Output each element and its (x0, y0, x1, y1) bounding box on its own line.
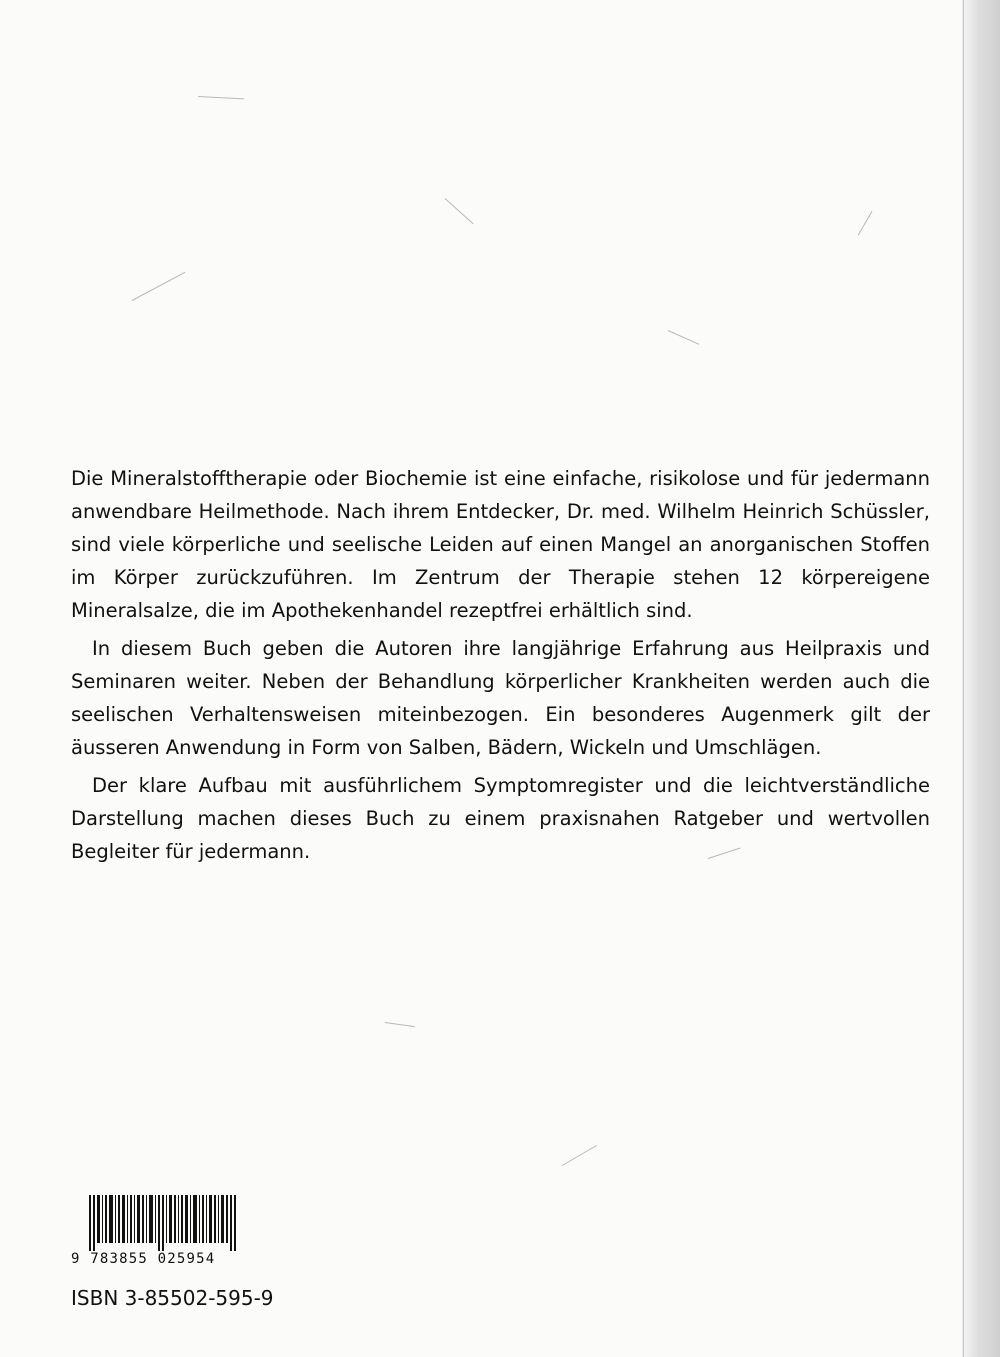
paper-fiber (198, 96, 244, 99)
paper-fiber (858, 211, 873, 236)
blurb-text (71, 462, 930, 868)
blurb-paragraph-1: Die Mineralstofftherapie oder Biochemie ist eine einfache, risikolose und für jedermann anwendbare Heilmethode. Nach ihrem Entdecker, Dr. med. Wilhelm Heinrich Schüssler, sind viele körperliche und seelische Leiden auf einen Mangel an anorganischen Stoffen im Körper zurückzuführen. Im Zentrum der Therapie stehen 12 körpereigene Mineralsalze, die im Apothekenhandel rezeptfrei erhältlich sind. (71, 467, 930, 622)
blurb-paragraph-2: In diesem Buch geben die Autoren ihre langjährige Erfahrung aus Heilpraxis und Seminaren weiter. Neben der Behandlung körperlicher Krankheiten werden auch die seelischen Verhaltensweisen miteinbezogen. Ein besonderes Augenmerk gilt der äusseren Anwendung in Form von Salben, Bädern, Wickeln und Umschlägen. (71, 637, 930, 759)
blurb-paragraph-3: Der klare Aufbau mit ausführlichem Symptomregister und die leichtverständliche Darstellung machen dieses Buch zu einem praxisnahen Ratgeber und wertvollen Begleiter für jedermann. (71, 774, 930, 863)
paper-fiber (132, 272, 185, 301)
isbn-number: ISBN 3-85502-595-9 (71, 1286, 274, 1310)
barcode-digits: 9 783855 025954 (71, 1251, 216, 1267)
barcode-bars (89, 1195, 237, 1251)
paper-fiber (562, 1145, 597, 1166)
paper-fiber (445, 198, 474, 224)
barcode (71, 1195, 241, 1269)
paper-spine-edge (963, 0, 1000, 1357)
paper-fiber (668, 330, 699, 345)
paper-fiber (385, 1022, 415, 1027)
